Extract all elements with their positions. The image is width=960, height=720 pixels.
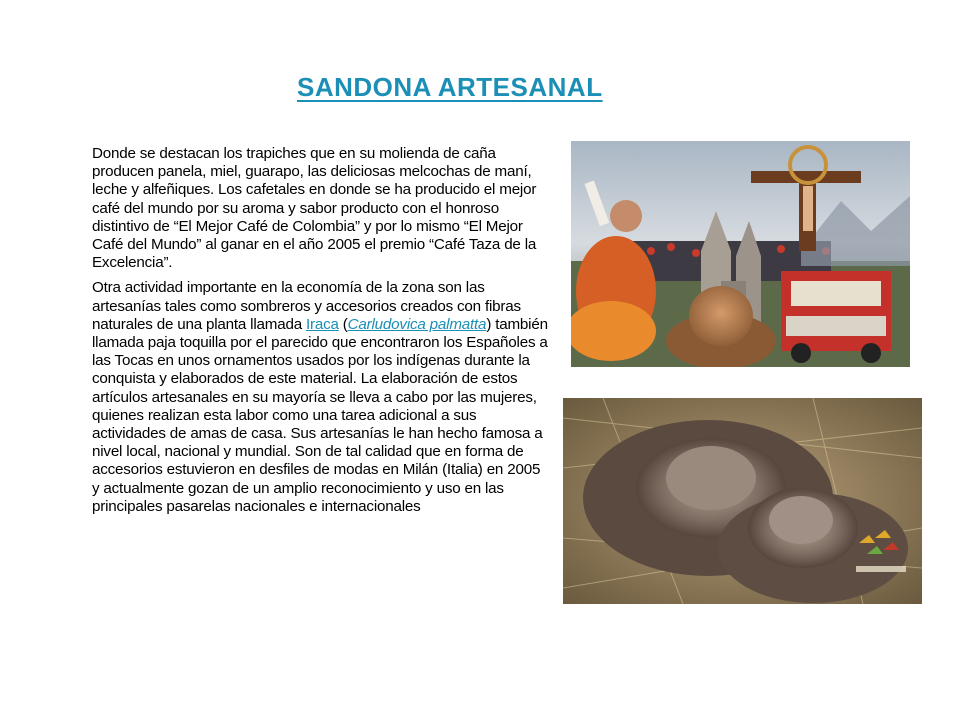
paragraph-intro: Otra actividad importante en la economía de la zona son las artesanías tales como sombreros y accesorios creados con fibras naturales de una planta llamada (92, 279, 521, 333)
straw-hats-photo (563, 398, 922, 604)
page-title[interactable]: SANDONA ARTESANAL (297, 72, 603, 102)
carludovica-link[interactable]: Carludovica palmatta (347, 315, 487, 333)
paragraph-artesanias (92, 279, 548, 516)
body-text (92, 145, 548, 523)
iraca-link[interactable]: Iraca (305, 315, 339, 333)
sandona-collage-photo (571, 141, 910, 367)
paragraph-trapiches: Donde se destacan los trapiches que en su molienda de caña producen panela, miel, guarapo, las deliciosas melcochas de maní, leche y alfeñiques. Los cafetales en donde se ha producido el mejor café del mundo por su aroma y sabor producto con el honroso distintivo de “El Mejor Café de Colombia” y por lo mismo “El Mejor Café del Mundo” al ganar en el año 2005 el premio “Café Taza de la Excelencia”. (92, 145, 537, 272)
paren-open: ( (338, 315, 348, 333)
paragraph-rest: ) también llamada paja toquilla por el parecido que encontraron los Españoles a las Tocas en unos ornamentos usados por los indígenas durante la conquista y elaborados de este material. La elaboración de estos artículos artesanales en su mayoría se lleva a cabo por las mujeres, quienes realizan esta labor como una tarea adicional a sus actividades de amas de casa. Sus artesanías le han hecho famosa a nivel local, nacional y mundial. Son de tal calidad que en forma de accesorios estuvieron en desfiles de modas en Milán (Italia) en 2005 y actualmente gozan de un amplio reconocimiento y uso en las principales pasarelas nacionales e internacionales (92, 315, 548, 515)
